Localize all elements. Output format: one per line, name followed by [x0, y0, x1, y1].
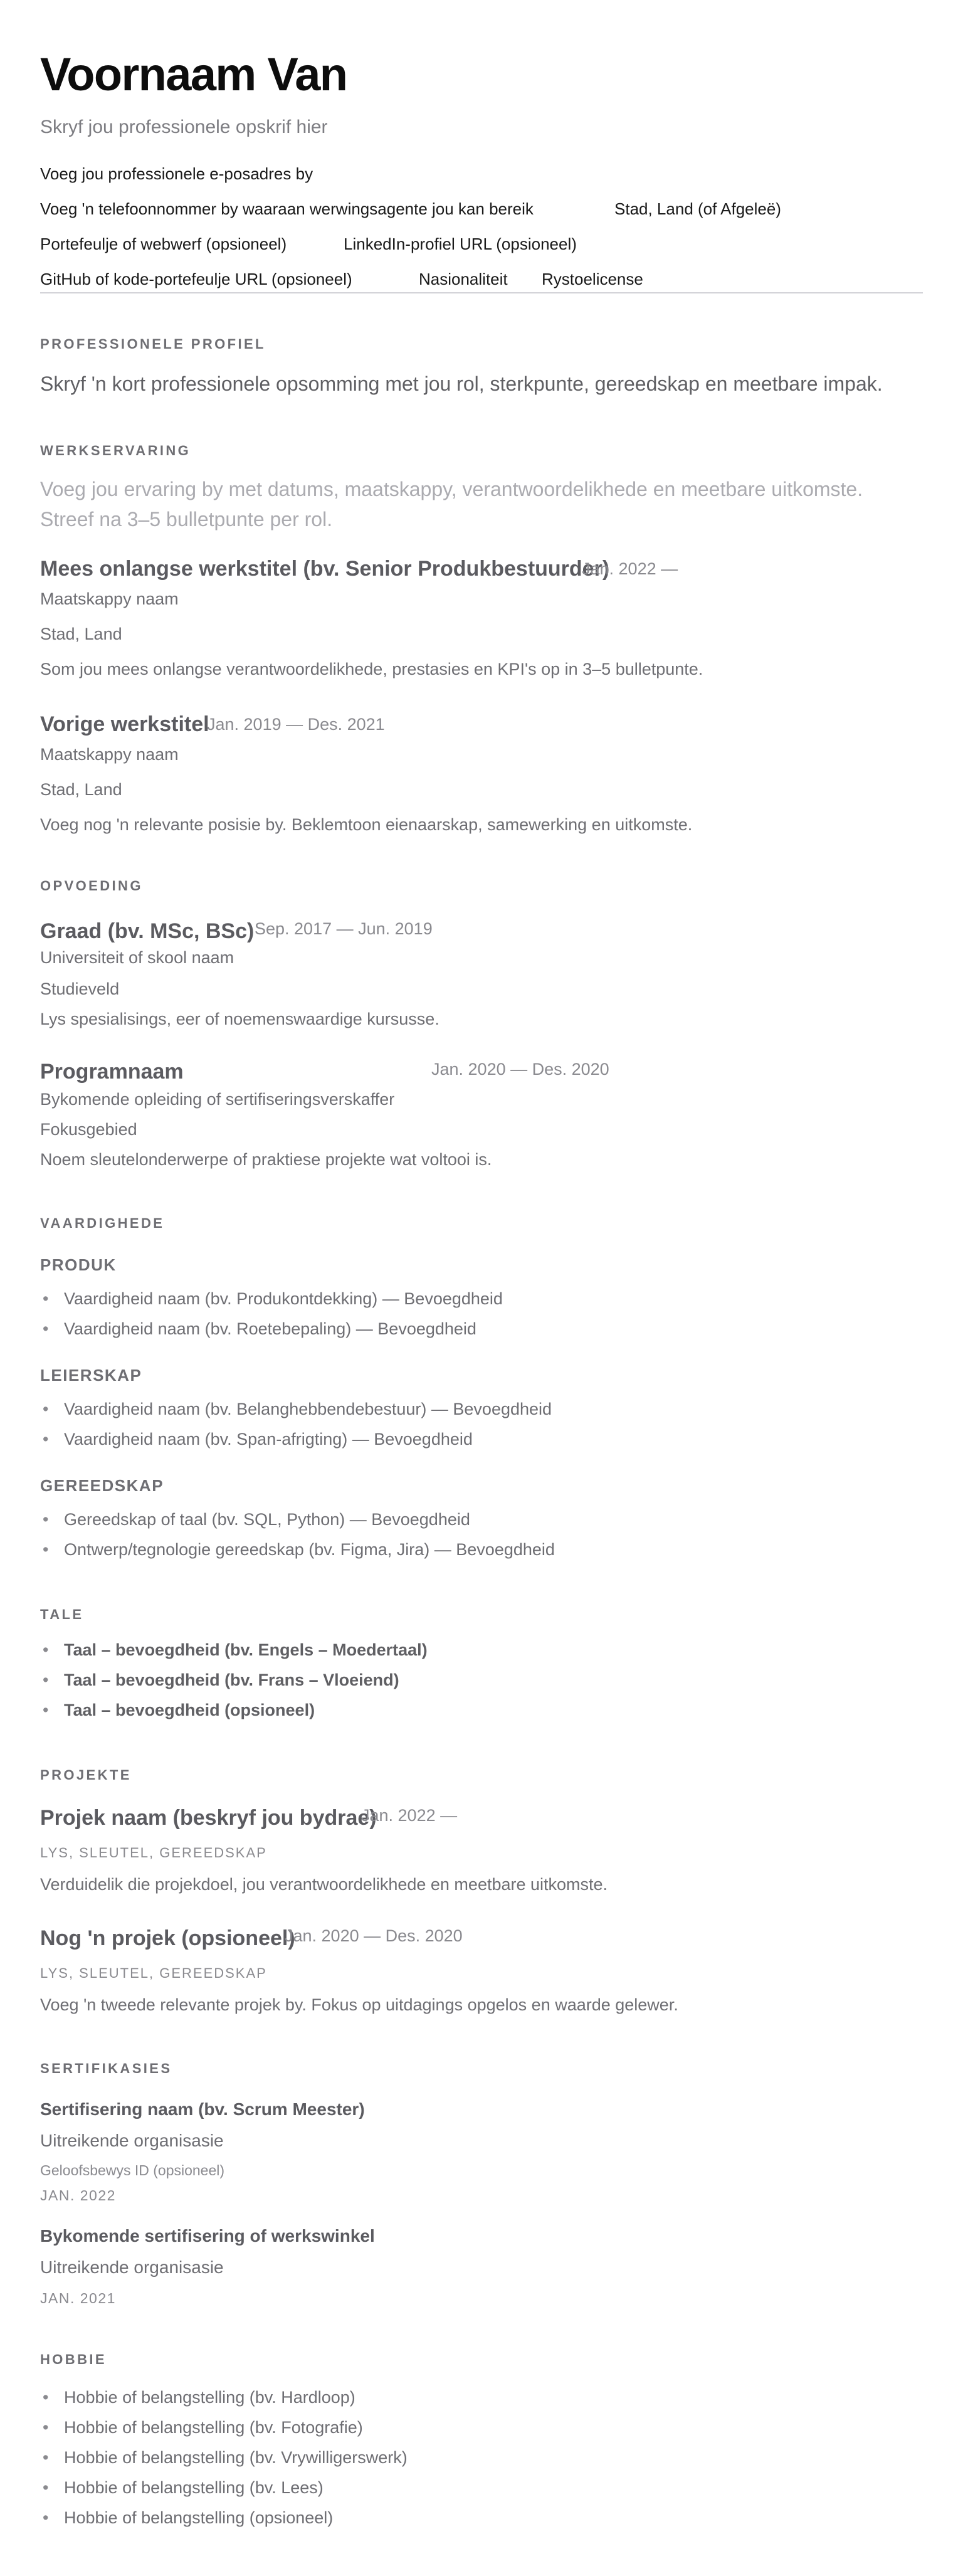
skill-group-title: PRODUK: [40, 1255, 117, 1274]
project-tags: LYS, SLEUTEL, GEREEDSKAP: [40, 1965, 267, 1981]
section-title-education: OPVOEDING: [40, 878, 143, 894]
resume-name: Voornaam Van: [40, 48, 347, 100]
contact-nationality: Nasionaliteit: [419, 270, 508, 288]
project-name: Nog 'n projek (opsioneel): [40, 1926, 295, 1950]
education-field: Studieveld: [40, 979, 120, 998]
education-description: Lys spesialisings, eer of noemenswaardige kursusse.: [40, 1010, 439, 1028]
education-date: Jan. 2020 — Des. 2020: [431, 1060, 609, 1079]
job-title: Vorige werkstitel: [40, 712, 209, 736]
section-title-languages: TALE: [40, 1607, 84, 1622]
job-date: Jan. 2022 —: [582, 559, 678, 578]
project-description: Verduidelik die projekdoel, jou verantwoordelikhede en meetbare uitkomste.: [40, 1875, 608, 1894]
resume-page: Voornaam Van Skryf jou professionele opskrif hier Voeg jou professionele e-posadres by Voeg 'n telefoonnommer by waaraan werwingsagente jou kan bereik Stad, Land (of Afgeleë) Portefeulje of webwerf (opsioneel) LinkedIn-profiel URL (opsioneel) GitHub of kode-portefeulje URL (opsioneel) Nasionaliteit Rystoelicense PROFESSIONELE PROFIEL Skryf 'n kort professionele opsomming met jou rol, sterkpunte, gereedskap en meetbare impak. WERKSERVARING Voeg jou ervaring by met datums, maatskappy, verantwoordelikhede en meetbare uitkomste. Streef na 3–5 bulletpunte per rol. Mees onlangse werkstitel (bv. Senior Produkbestuurder) Jan. 2022 — Maatskappy naam Stad, Land Som jou mees onlangse verantwoordelikhede, prestasies en KPI's op in 3–5 bulletpunte. Vorige werkstitel Jan. 2019 — Des. 2021 Maatskappy naam Stad, Land Voeg nog 'n relevante posisie by. Beklemtoon eienaarskap, samewerking en uitkomste. OPVOEDING Graad (bv. MSc, BSc) Sep. 2017 — Jun. 2019 Universiteit of skool naam Studieveld Lys spesialisings, eer of noemenswaardige kursusse. Programnaam Jan. 2020 — Des. 2020 Bykomende opleiding of sertifiseringsverskaffer Fokusgebied Noem sleutelonderwerpe of praktiese projekte wat voltooi is. VAARDIGHEDE PRODUK • Vaardigheid naam (bv. Produkontdekking) — Bevoegdheid • Vaardigheid naam (bv. Roetebepaling) — Bevoegdheid LEIERSKAP • Vaardigheid naam (bv. Belanghebbendebestuur) — Bevoegdheid • Vaardigheid naam (bv. Span-afrigting) — Bevoegdheid GEREEDSKAP • Gereedskap of taal (bv. SQL, Python) — Bevoegdheid • Ontwerp/tegnologie gereedskap (bv. Figma, Jira) — Bevoegdheid TALE • Taal – bevoegdheid (bv. Engels – Moedertaal) • Taal – bevoegdheid (bv. Frans – Vloeiend) • Taal – bevoegdheid (opsioneel) PROJEKTE Projek naam (beskryf jou bydrae) Jan. 2022 — LYS, SLEUTEL, GEREEDSKAP Verduidelik die projekdoel, jou verantwoordelikhede en meetbare uitkomste. Nog 'n projek (opsioneel) Jan. 2020 — Des. 2020 LYS, SLEUTEL, GEREEDSKAP Voeg 'n tweede relevante projek by. Fokus op uitdagings opgelos en waarde gelewer. SERTIFIKASIES Sertifisering naam (bv. Scrum Meester) Uitreikende organisasie Geloofsbewys ID (opsioneel) JAN. 2022 Bykomende sertifisering of werkswinkel Uitreikende organisasie JAN. 2021 HOBBIE • Hobbie of belangstelling (bv. Hardloop) • Hobbie of belangstelling (bv. Fotografie) • Hobbie of belangstelling (bv. Vrywilligerswerk) • Hobbie of belangstelling (bv. Lees) • Hobbie of belangstelling (opsioneel): [0, 0, 963, 2576]
education-institution: Bykomende opleiding of sertifiseringsverskaffer: [40, 1090, 395, 1109]
job-company: Maatskappy naam: [40, 745, 179, 764]
contact-email[interactable]: Voeg jou professionele e-posadres by: [40, 164, 313, 183]
job-location: Stad, Land: [40, 780, 122, 799]
contact-linkedin[interactable]: LinkedIn-profiel URL (opsioneel): [344, 235, 577, 253]
header-divider: [40, 292, 923, 293]
education-institution: Universiteit of skool naam: [40, 948, 234, 967]
contact-portfolio[interactable]: Portefeulje of webwerf (opsioneel): [40, 235, 287, 253]
certification-credential-id: Geloofsbewys ID (opsioneel): [40, 2162, 225, 2178]
experience-hint-line: Voeg jou ervaring by met datums, maatskappy, verantwoordelikhede en meetbare uitkomste.: [40, 478, 863, 500]
section-title-certifications: SERTIFIKASIES: [40, 2061, 172, 2076]
experience-hint-line: Streef na 3–5 bulletpunte per rol.: [40, 508, 333, 531]
education-date: Sep. 2017 — Jun. 2019: [255, 919, 433, 938]
job-description: Som jou mees onlangse verantwoordelikhede, prestasies en KPI's op in 3–5 bulletpunte.: [40, 660, 703, 678]
certification-name: Sertifisering naam (bv. Scrum Meester): [40, 2099, 365, 2119]
education-description: Noem sleutelonderwerpe of praktiese projekte wat voltooi is.: [40, 1150, 492, 1169]
project-description: Voeg 'n tweede relevante projek by. Fokus op uitdagings opgelos en waarde gelewer.: [40, 1995, 678, 2014]
resume-headline: Skryf jou professionele opskrif hier: [40, 117, 328, 137]
certification-date: JAN. 2021: [40, 2290, 116, 2306]
section-title-projects: PROJEKTE: [40, 1767, 132, 1783]
contact-location: Stad, Land (of Afgeleë): [614, 199, 781, 218]
contact-github[interactable]: GitHub of kode-portefeulje URL (opsioneel): [40, 270, 352, 288]
job-title: Mees onlangse werkstitel (bv. Senior Produkbestuurder): [40, 557, 610, 581]
education-degree: Programnaam: [40, 1060, 184, 1084]
section-title-hobbies: HOBBIE: [40, 2352, 107, 2367]
project-name: Projek naam (beskryf jou bydrae): [40, 1806, 377, 1830]
certification-issuer: Uitreikende organisasie: [40, 2131, 224, 2150]
project-date: Jan. 2020 — Des. 2020: [285, 1926, 463, 1945]
certification-date: JAN. 2022: [40, 2187, 116, 2204]
skill-group-title: GEREEDSKAP: [40, 1476, 164, 1495]
project-tags: LYS, SLEUTEL, GEREEDSKAP: [40, 1845, 267, 1861]
profile-summary: Skryf 'n kort professionele opsomming met jou rol, sterkpunte, gereedskap en meetbare impak.: [40, 372, 883, 395]
job-date: Jan. 2019 — Des. 2021: [207, 715, 385, 734]
job-description: Voeg nog 'n relevante posisie by. Beklemtoon eienaarskap, samewerking en uitkomste.: [40, 815, 693, 834]
education-degree: Graad (bv. MSc, BSc): [40, 919, 255, 943]
contact-drivers-license: Rystoelicense: [542, 270, 643, 288]
job-company: Maatskappy naam: [40, 589, 179, 608]
section-title-experience: WERKSERVARING: [40, 443, 191, 458]
section-title-profile: PROFESSIONELE PROFIEL: [40, 336, 266, 352]
certification-issuer: Uitreikende organisasie: [40, 2257, 224, 2277]
contact-phone[interactable]: Voeg 'n telefoonnommer by waaraan werwingsagente jou kan bereik: [40, 199, 534, 218]
skill-group-title: LEIERSKAP: [40, 1366, 142, 1385]
certification-name: Bykomende sertifisering of werkswinkel: [40, 2226, 375, 2246]
section-title-skills: VAARDIGHEDE: [40, 1215, 165, 1231]
project-date: Jan. 2022 —: [361, 1806, 458, 1825]
job-location: Stad, Land: [40, 625, 122, 643]
education-field: Fokusgebied: [40, 1120, 137, 1139]
